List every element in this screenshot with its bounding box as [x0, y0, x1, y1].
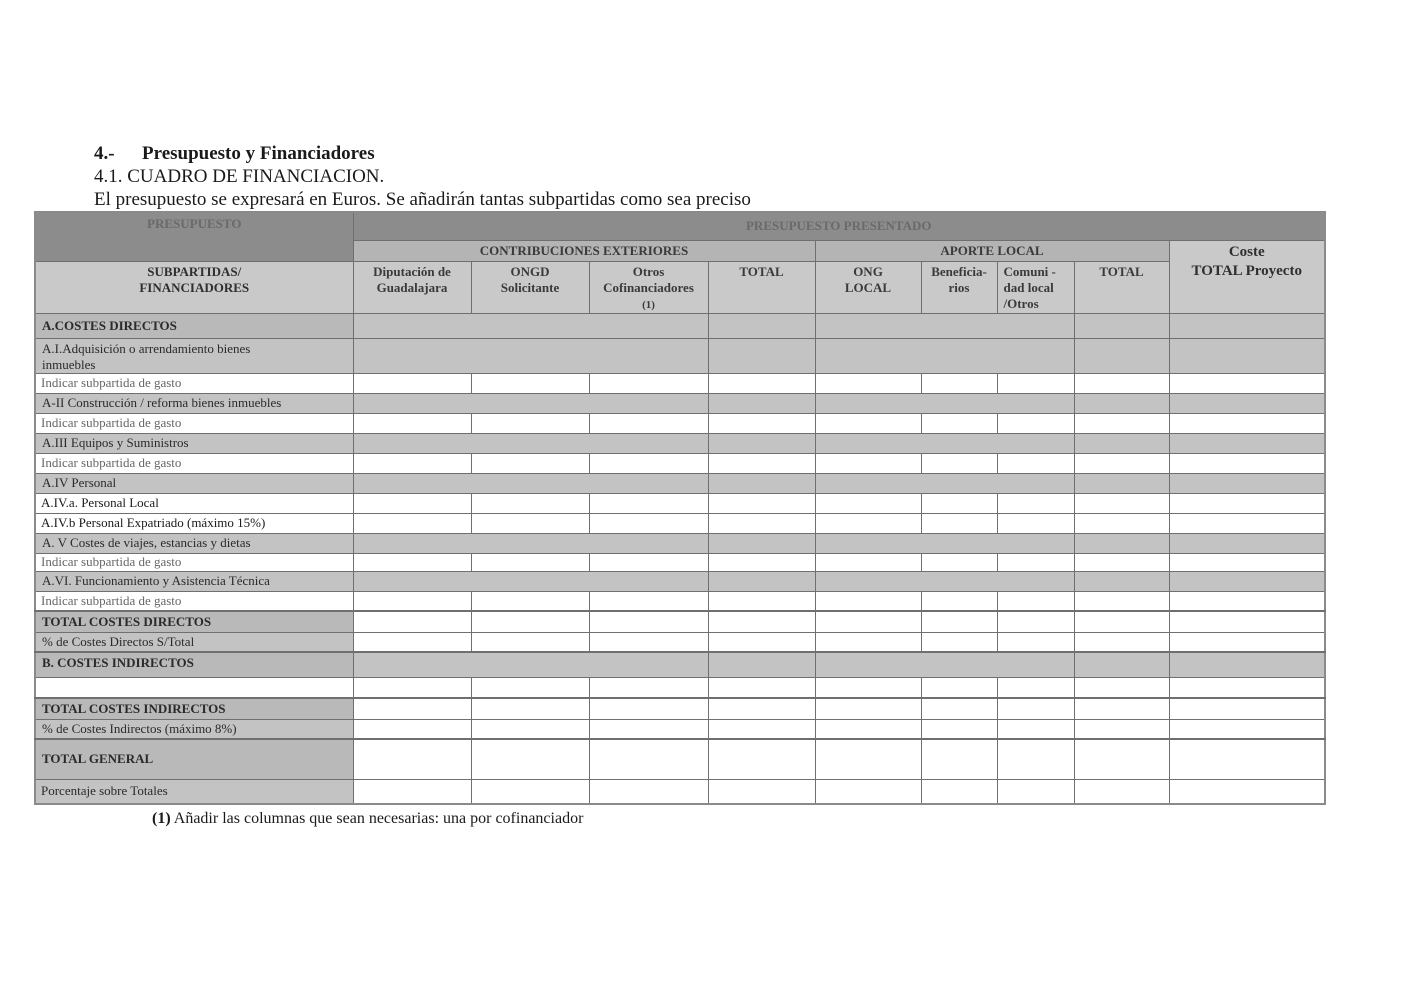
input-cell[interactable] [997, 719, 1074, 739]
input-cell[interactable] [921, 453, 997, 473]
col-ongd-line2: Solicitante [500, 279, 560, 295]
col-comunidad-line2: dad local [1003, 279, 1054, 295]
input-cell[interactable] [921, 493, 997, 513]
input-cell[interactable] [921, 698, 997, 719]
row-label-total-costes-indirectos: TOTAL COSTES INDIRECTOS [35, 698, 353, 719]
input-cell[interactable] [997, 591, 1074, 611]
input-cell[interactable] [589, 553, 708, 571]
input-cell[interactable] [1169, 611, 1325, 632]
input-cell[interactable] [921, 413, 997, 433]
table-row [35, 571, 1325, 591]
col-ong-local-line1: ONG [853, 263, 883, 279]
input-cell[interactable] [708, 779, 815, 804]
row-label-adquisicion-line2: inmuebles [42, 356, 96, 372]
table-row [35, 698, 1325, 719]
col-ong-local-line2: LOCAL [844, 279, 892, 295]
row-label-total-costes-directos: TOTAL COSTES DIRECTOS [35, 611, 353, 632]
input-cell[interactable] [353, 413, 471, 433]
table-row [35, 373, 1325, 393]
input-cell[interactable] [1074, 632, 1169, 652]
input-cell[interactable] [353, 698, 471, 719]
input-cell[interactable] [708, 632, 815, 652]
input-cell[interactable] [589, 632, 708, 652]
header-coste-total-proyecto [1169, 240, 1325, 313]
document-heading [94, 143, 751, 211]
table-row [35, 513, 1325, 533]
header-aporte-local: APORTE LOCAL [815, 240, 1169, 261]
col-diputacion-guadalajara [353, 261, 471, 313]
row-label-indicar-subpartida: Indicar subpartida de gasto [35, 591, 353, 611]
input-cell[interactable] [1074, 591, 1169, 611]
input-cell[interactable] [589, 513, 708, 533]
input-cell[interactable] [471, 779, 589, 804]
input-cell[interactable] [1169, 513, 1325, 533]
row-label-funcionamiento: A.VI. Funcionamiento y Asistencia Técnica [35, 571, 353, 591]
table-row [35, 779, 1325, 804]
input-cell[interactable] [589, 373, 708, 393]
table-row [35, 677, 1325, 698]
input-cell[interactable] [997, 739, 1074, 779]
table-row [35, 719, 1325, 739]
header-presupuesto-presentado: PRESUPUESTO PRESENTADO [353, 212, 1325, 240]
row-label-costes-directos: A.COSTES DIRECTOS [35, 313, 353, 338]
footnote [152, 810, 583, 828]
header-subpartidas-line1: SUBPARTIDAS/ [147, 263, 242, 279]
input-cell[interactable] [353, 611, 471, 632]
input-cell[interactable] [353, 591, 471, 611]
input-cell[interactable] [921, 677, 997, 698]
input-cell[interactable] [471, 632, 589, 652]
input-cell[interactable] [353, 513, 471, 533]
input-cell[interactable] [921, 719, 997, 739]
table-row [35, 453, 1325, 473]
table-row [35, 739, 1325, 779]
input-cell[interactable] [353, 453, 471, 473]
header-presupuesto: PRESUPUESTO [35, 212, 353, 261]
input-cell[interactable] [1169, 453, 1325, 473]
input-cell[interactable] [471, 719, 589, 739]
col-total-local: TOTAL [1074, 261, 1169, 313]
header-subpartidas-line2: FINANCIADORES [139, 279, 250, 295]
col-comunidad-line1: Comuni - [1003, 263, 1056, 279]
input-cell[interactable] [471, 453, 589, 473]
col-diputacion-line2: Guadalajara [376, 279, 448, 295]
subsection-title: 4.1. CUADRO DE FINANCIACION. [94, 166, 385, 187]
input-cell[interactable] [589, 611, 708, 632]
col-beneficiarios-line1: Beneficia- [931, 263, 987, 279]
col-beneficiarios-line2: rios [948, 279, 970, 295]
input-cell[interactable] [589, 698, 708, 719]
input-cell[interactable] [815, 453, 921, 473]
input-cell[interactable] [589, 493, 708, 513]
input-cell[interactable] [589, 591, 708, 611]
input-cell[interactable] [1074, 739, 1169, 779]
col-comunidad-local [997, 261, 1074, 313]
input-cell[interactable] [708, 553, 815, 571]
section-title-text: Presupuesto y Financiadores [142, 143, 375, 164]
input-cell[interactable] [1169, 677, 1325, 698]
row-label-total-general: TOTAL GENERAL [35, 739, 353, 779]
input-cell[interactable] [1074, 453, 1169, 473]
row-label-indicar-subpartida: Indicar subpartida de gasto [35, 553, 353, 571]
header-coste-line2: TOTAL Proyecto [1191, 262, 1302, 279]
input-cell[interactable] [708, 739, 815, 779]
input-cell[interactable] [815, 677, 921, 698]
input-cell[interactable] [921, 373, 997, 393]
table-row [35, 493, 1325, 513]
input-cell[interactable] [815, 698, 921, 719]
input-cell[interactable] [589, 413, 708, 433]
input-cell[interactable] [1169, 719, 1325, 739]
input-cell[interactable] [471, 611, 589, 632]
input-cell[interactable] [815, 719, 921, 739]
input-cell[interactable] [1169, 413, 1325, 433]
col-otros-line1: Otros [632, 263, 665, 279]
col-ong-local [815, 261, 921, 313]
input-cell[interactable] [353, 553, 471, 571]
input-cell[interactable] [353, 719, 471, 739]
section-number: 4.- [94, 143, 115, 164]
section-title [94, 143, 751, 166]
input-cell[interactable] [353, 779, 471, 804]
input-cell[interactable] [815, 591, 921, 611]
header-coste-line1: Coste [1228, 243, 1265, 260]
input-cell[interactable] [35, 677, 353, 698]
input-cell[interactable] [815, 779, 921, 804]
row-label-pct-costes-directos: % de Costes Directos S/Total [35, 632, 353, 652]
input-cell[interactable] [997, 611, 1074, 632]
input-cell[interactable] [997, 553, 1074, 571]
input-cell[interactable] [1169, 553, 1325, 571]
input-cell[interactable] [921, 632, 997, 652]
input-cell[interactable] [815, 632, 921, 652]
input-cell[interactable] [353, 677, 471, 698]
input-cell[interactable] [921, 739, 997, 779]
input-cell[interactable] [921, 611, 997, 632]
col-total-exteriores: TOTAL [708, 261, 815, 313]
input-cell[interactable] [815, 739, 921, 779]
input-cell[interactable] [997, 493, 1074, 513]
input-cell[interactable] [471, 553, 589, 571]
input-cell[interactable] [997, 779, 1074, 804]
input-cell[interactable] [1169, 698, 1325, 719]
input-cell[interactable] [1169, 632, 1325, 652]
col-ongd-line1: ONGD [510, 263, 550, 279]
input-cell[interactable] [471, 591, 589, 611]
input-cell[interactable] [708, 698, 815, 719]
row-label-indicar-subpartida: Indicar subpartida de gasto [35, 373, 353, 393]
input-cell[interactable] [997, 373, 1074, 393]
col-otros-cofinanciadores [589, 261, 708, 313]
row-label-construccion: A-II Construcción / reforma bienes inmuebles [35, 393, 353, 413]
input-cell[interactable] [1074, 719, 1169, 739]
row-label-adquisicion [35, 338, 353, 373]
input-cell[interactable] [471, 698, 589, 719]
input-cell[interactable] [708, 413, 815, 433]
input-cell[interactable] [589, 677, 708, 698]
input-cell[interactable] [1074, 413, 1169, 433]
input-cell[interactable] [921, 553, 997, 571]
input-cell[interactable] [708, 493, 815, 513]
row-label-equipos: A.III Equipos y Suministros [35, 433, 353, 453]
row-label-porcentaje-totales: Porcentaje sobre Totales [35, 779, 353, 804]
input-cell[interactable] [708, 677, 815, 698]
input-cell[interactable] [815, 513, 921, 533]
input-cell[interactable] [921, 779, 997, 804]
table-row [35, 533, 1325, 553]
col-beneficiarios [921, 261, 997, 313]
table-row [35, 611, 1325, 632]
table-row [35, 413, 1325, 433]
financing-table [34, 211, 1326, 805]
input-cell[interactable] [471, 739, 589, 779]
input-cell[interactable] [353, 739, 471, 779]
table-row [35, 553, 1325, 571]
input-cell[interactable] [997, 413, 1074, 433]
input-cell[interactable] [589, 453, 708, 473]
row-label-personal-local: A.IV.a. Personal Local [35, 493, 353, 513]
input-cell[interactable] [589, 739, 708, 779]
header-subpartidas-financiadores [35, 261, 353, 313]
input-cell[interactable] [1169, 591, 1325, 611]
row-label-adquisicion-line1: A.I.Adquisición o arrendamiento bienes [42, 340, 251, 356]
input-cell[interactable] [708, 513, 815, 533]
input-cell[interactable] [1074, 373, 1169, 393]
table-row [35, 591, 1325, 611]
input-cell[interactable] [815, 553, 921, 571]
input-cell[interactable] [471, 413, 589, 433]
input-cell[interactable] [997, 677, 1074, 698]
table-row [35, 473, 1325, 493]
row-label-costes-indirectos: B. COSTES INDIRECTOS [35, 652, 353, 677]
input-cell[interactable] [708, 611, 815, 632]
row-label-indicar-subpartida: Indicar subpartida de gasto [35, 413, 353, 433]
input-cell[interactable] [997, 632, 1074, 652]
footnote-mark: (1) [152, 810, 171, 827]
table-row [35, 632, 1325, 652]
col-otros-line3: (1) [642, 298, 655, 311]
input-cell[interactable] [1169, 779, 1325, 804]
input-cell[interactable] [353, 632, 471, 652]
input-cell[interactable] [353, 373, 471, 393]
input-cell[interactable] [921, 591, 997, 611]
input-cell[interactable] [471, 373, 589, 393]
intro-text: El presupuesto se expresará en Euros. Se añadirán tantas subpartidas como sea preciso [94, 189, 751, 210]
input-cell[interactable] [589, 719, 708, 739]
row-label-pct-costes-indirectos: % de Costes Indirectos (máximo 8%) [35, 719, 353, 739]
input-cell[interactable] [589, 779, 708, 804]
input-cell[interactable] [997, 453, 1074, 473]
input-cell[interactable] [1169, 493, 1325, 513]
input-cell[interactable] [815, 611, 921, 632]
input-cell[interactable] [1074, 698, 1169, 719]
input-cell[interactable] [815, 493, 921, 513]
input-cell[interactable] [708, 453, 815, 473]
row-label-personal-expatriado: A.IV.b Personal Expatriado (máximo 15%) [35, 513, 353, 533]
col-ongd-solicitante [471, 261, 589, 313]
input-cell[interactable] [997, 513, 1074, 533]
input-cell[interactable] [1074, 779, 1169, 804]
table-row [35, 313, 1325, 338]
table-row [35, 393, 1325, 413]
input-cell[interactable] [1074, 611, 1169, 632]
input-cell[interactable] [1169, 373, 1325, 393]
input-cell[interactable] [815, 413, 921, 433]
input-cell[interactable] [997, 698, 1074, 719]
footnote-text: Añadir las columnas que sean necesarias: una por cofinanciador [170, 810, 584, 827]
input-cell[interactable] [921, 513, 997, 533]
input-cell[interactable] [1074, 677, 1169, 698]
row-label-viajes: A. V Costes de viajes, estancias y dietas [35, 533, 353, 553]
input-cell[interactable] [1169, 739, 1325, 779]
input-cell[interactable] [471, 513, 589, 533]
table-row [35, 652, 1325, 677]
input-cell[interactable] [353, 493, 471, 513]
input-cell[interactable] [815, 373, 921, 393]
input-cell[interactable] [1074, 493, 1169, 513]
col-comunidad-line3: /Otros [1003, 295, 1039, 311]
table-row [35, 433, 1325, 453]
col-otros-line2: Cofinanciadores [603, 279, 694, 295]
input-cell[interactable] [471, 677, 589, 698]
row-label-indicar-subpartida: Indicar subpartida de gasto [35, 453, 353, 473]
input-cell[interactable] [708, 591, 815, 611]
input-cell[interactable] [708, 719, 815, 739]
col-diputacion-line1: Diputación de [373, 263, 451, 279]
input-cell[interactable] [708, 373, 815, 393]
input-cell[interactable] [1074, 553, 1169, 571]
input-cell[interactable] [1074, 513, 1169, 533]
table-row [35, 338, 1325, 373]
input-cell[interactable] [471, 493, 589, 513]
header-contribuciones-exteriores: CONTRIBUCIONES EXTERIORES [353, 240, 815, 261]
row-label-personal: A.IV Personal [35, 473, 353, 493]
